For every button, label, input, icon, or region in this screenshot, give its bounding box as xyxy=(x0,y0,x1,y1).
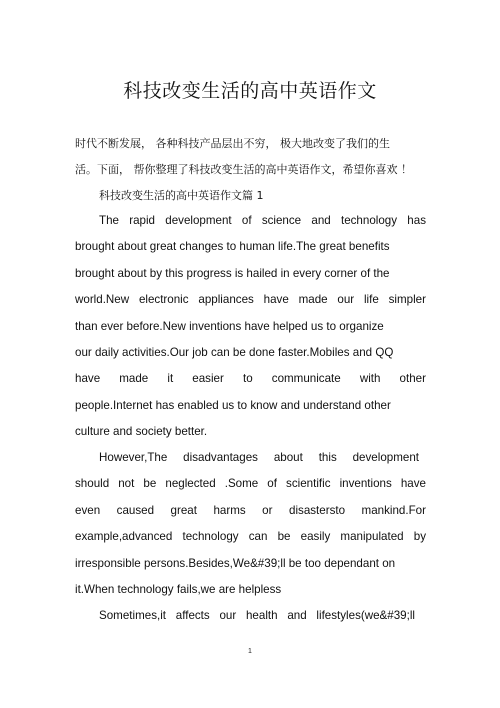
body-line: Sometimes,it affects our health and lifestyles(we&#39;ll xyxy=(99,609,415,622)
body-line: brought about great changes to human life.The great benefits xyxy=(75,240,390,253)
body-line: The rapid development of science and technology has xyxy=(99,214,426,227)
body-line: However,The disadvantages about this development xyxy=(99,451,419,464)
body-line: culture and society better. xyxy=(75,425,208,438)
section-heading: 科技改变生活的高中英语作文篇 1 xyxy=(99,189,264,202)
body-line: should not be neglected .Some of scientific inventions have xyxy=(75,477,426,490)
body-line: than ever before.New inventions have helped us to organize xyxy=(75,320,384,333)
body-line: have made it easier to communicate with other xyxy=(75,372,426,385)
body-line: it.When technology fails,we are helpless xyxy=(75,583,282,596)
body-line: world.New electronic appliances have made our life simpler xyxy=(75,293,426,306)
document-title: 科技改变生活的高中英语作文 xyxy=(123,80,377,102)
intro-line-2: 活。下面， 帮你整理了科技改变生活的高中英语作文，希望你喜欢 ！ xyxy=(75,163,412,176)
page-number: 1 xyxy=(248,648,252,655)
intro-line-1: 时代不断发展， 各种科技产品层出不穷， 极大地改变了我们的生 xyxy=(75,137,390,150)
body-line: irresponsible persons.Besides,We&#39;ll be too dependant on xyxy=(75,557,396,570)
body-line: even caused great harms or disastersto mankind.For xyxy=(75,504,426,517)
body-line: brought about by this progress is hailed in every corner of the xyxy=(75,267,390,280)
body-line: people.Internet has enabled us to know and understand other xyxy=(75,399,391,412)
body-line: our daily activities.Our job can be done faster.Mobiles and QQ xyxy=(75,346,394,359)
body-line: example,advanced technology can be easily manipulated by xyxy=(75,530,426,543)
